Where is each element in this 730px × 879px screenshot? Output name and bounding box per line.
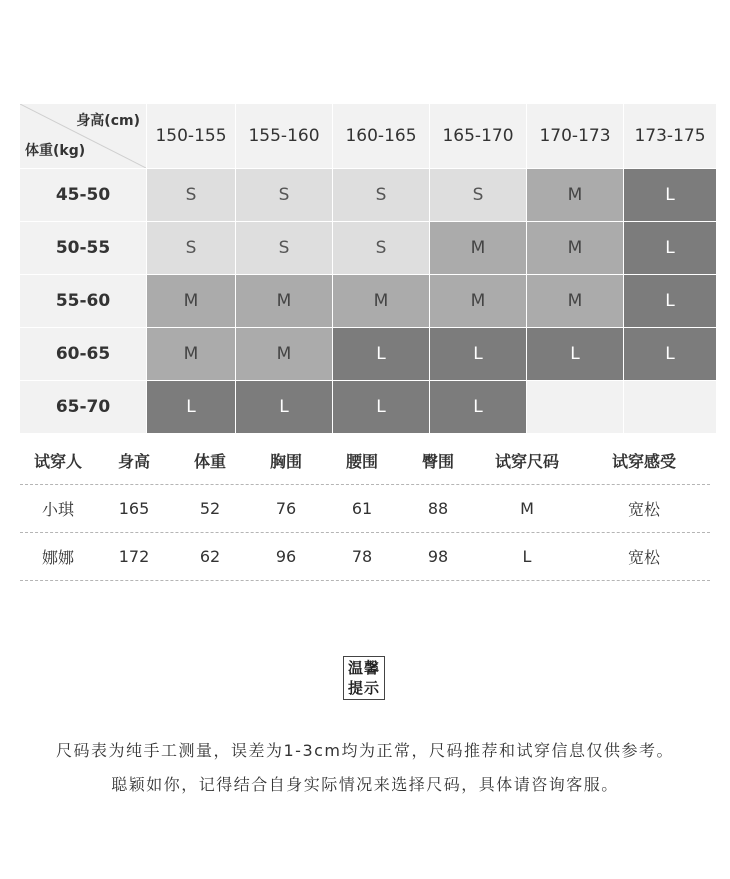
- size-cell: L: [147, 381, 235, 433]
- height-range-header: 170-173: [527, 104, 623, 168]
- height-range-header: 150-155: [147, 104, 235, 168]
- try-on-cell: 61: [351, 499, 373, 518]
- size-cell: S: [333, 222, 429, 274]
- size-cell: M: [147, 275, 235, 327]
- size-cell: [527, 381, 623, 433]
- height-range-header: 155-160: [236, 104, 332, 168]
- size-cell: M: [527, 275, 623, 327]
- try-on-cell: L: [522, 547, 532, 566]
- try-on-cell: 98: [427, 547, 449, 566]
- try-on-cell: 88: [427, 499, 449, 518]
- try-on-header-cell: 试穿人: [33, 451, 82, 471]
- size-cell: L: [624, 328, 716, 380]
- table-row: [20, 532, 710, 581]
- try-on-cell: M: [520, 499, 534, 518]
- weight-range-header: 45-50: [20, 169, 146, 221]
- size-cell: M: [527, 222, 623, 274]
- size-cell: S: [236, 169, 332, 221]
- size-chart-corner: [20, 104, 146, 168]
- size-cell: S: [333, 169, 429, 221]
- weight-axis-label: 体重(kg): [25, 143, 86, 159]
- tip-line-2: 提示: [347, 679, 380, 697]
- size-cell: M: [527, 169, 623, 221]
- size-cell: L: [527, 328, 623, 380]
- try-on-table: [20, 436, 710, 581]
- size-cell: L: [430, 328, 526, 380]
- size-cell: M: [430, 222, 526, 274]
- try-on-cell: 62: [199, 547, 221, 566]
- try-on-cell: 165: [118, 499, 150, 518]
- note-line-2: 聪颖如你，记得结合自身实际情况来选择尺码，具体请咨询客服。: [111, 775, 619, 794]
- weight-range-header: 55-60: [20, 275, 146, 327]
- try-on-cell: 172: [118, 547, 150, 566]
- try-on-cell: 娜娜: [41, 548, 74, 567]
- note-line-1: 尺码表为纯手工测量，误差为1-3cm均为正常，尺码推荐和试穿信息仅供参考。: [55, 741, 675, 760]
- size-cell: L: [333, 328, 429, 380]
- try-on-header-cell: 身高: [117, 451, 150, 471]
- try-on-cell: 52: [199, 499, 221, 518]
- size-cell: L: [624, 169, 716, 221]
- size-cell: M: [333, 275, 429, 327]
- size-cell: [624, 381, 716, 433]
- table-row: [20, 484, 710, 532]
- weight-range-header: 50-55: [20, 222, 146, 274]
- try-on-cell: 宽松: [627, 548, 660, 567]
- try-on-header-cell: 试穿尺码: [494, 451, 559, 471]
- size-chart: [20, 104, 716, 433]
- try-on-cell: 78: [351, 547, 373, 566]
- size-cell: S: [430, 169, 526, 221]
- weight-range-header: 60-65: [20, 328, 146, 380]
- size-cell: L: [430, 381, 526, 433]
- size-cell: M: [236, 328, 332, 380]
- size-cell: L: [333, 381, 429, 433]
- size-cell: M: [236, 275, 332, 327]
- size-cell: S: [147, 222, 235, 274]
- height-range-header: 160-165: [333, 104, 429, 168]
- try-on-header-row: [20, 436, 710, 484]
- try-on-header-cell: 试穿感受: [611, 451, 676, 471]
- height-range-header: 165-170: [430, 104, 526, 168]
- try-on-header-cell: 体重: [193, 451, 226, 471]
- try-on-cell: 小琪: [41, 500, 74, 519]
- size-cell: L: [624, 222, 716, 274]
- weight-range-header: 65-70: [20, 381, 146, 433]
- try-on-header-cell: 腰围: [345, 451, 378, 471]
- size-cell: L: [236, 381, 332, 433]
- size-cell: S: [236, 222, 332, 274]
- size-cell: S: [147, 169, 235, 221]
- size-cell: L: [624, 275, 716, 327]
- try-on-cell: 96: [275, 547, 297, 566]
- try-on-cell: 宽松: [627, 500, 660, 519]
- size-cell: M: [430, 275, 526, 327]
- height-axis-label: 身高(cm): [76, 113, 140, 129]
- height-range-header: 173-175: [624, 104, 716, 168]
- tip-line-1: 温馨: [347, 659, 380, 677]
- try-on-header-cell: 臀围: [421, 451, 454, 471]
- try-on-header-cell: 胸围: [269, 451, 302, 471]
- tip-badge: [343, 656, 385, 700]
- size-cell: M: [147, 328, 235, 380]
- try-on-cell: 76: [275, 499, 297, 518]
